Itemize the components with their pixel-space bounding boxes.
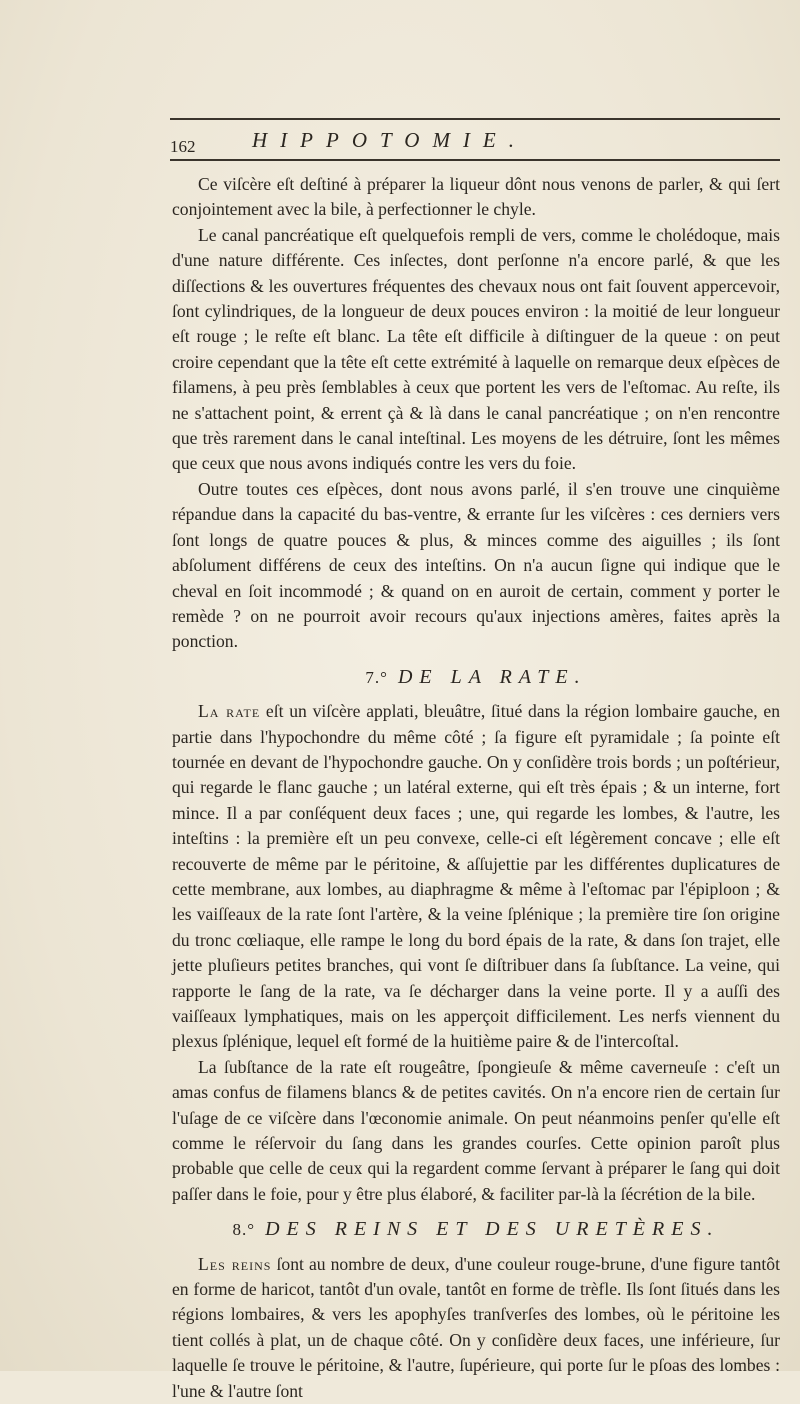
paragraph-3: Outre toutes ces eſpèces, dont nous avons parlé, il s'en trouve une cinquième répandue dans la capacité du bas-ventre, & errante ſur les viſcères : ces derniers vers ſont longs de quatre pouces & plus, & minces comme des aiguilles ; ils ſont abſolument différens de ceux des inteſtins. On n'a aucun ſigne qui indique que le cheval en ſoit incommodé ; & quand on en auroit de certain, comment y porter le remède ? on ne pourroit avoir recours qu'aux injections amères, faites après la ponction. <box>172 478 780 652</box>
body-text <box>172 172 780 1404</box>
paragraph-4 <box>172 699 780 1055</box>
section-heading-rate <box>172 665 780 690</box>
section-number: 8.° <box>232 1220 256 1240</box>
section-number: 7.° <box>365 667 388 687</box>
header-rule-top <box>170 118 780 120</box>
paragraph-6-body: ſont au nombre de deux, d'une couleur rouge-brune, d'une figure tantôt en forme de haricot, tantôt d'un ovale, tantôt en forme de trèfle. Ils ſont ſitués dans les régions lombaires, & vers les apophyſes tranſverſes des lombes, où le péritoine les tient collés à plat, un de chaque côté. On y conſidère deux faces, une inférieure, ſur laquelle ſe trouve le péritoine, & l'autre, ſupérieure, qui porte ſur le pſoas des lombes : l'une & l'autre ſont <box>172 1253 780 1401</box>
paragraph-5: La ſubſtance de la rate eſt rougeâtre, ſpongieuſe & même caverneuſe : c'eſt un amas confus de filamens blancs & de petites cavités. On n'a encore rien de certain ſur l'uſage de ce viſcère dans l'œconomie animale. On peut néanmoins penſer qu'elle eſt comme le réſervoir du ſang dans les grandes courſes. Cette opinion paroît plus probable que celle de ceux qui la regardent comme ſervant à préparer le ſang qui doit paſſer dans le foie, pour y être plus élaboré, & faciliter par-là la ſécrétion de la bile. <box>172 1056 780 1204</box>
header-rule-bottom <box>170 159 780 161</box>
section-title: DES REINS ET DES URETÈRES. <box>265 1218 720 1241</box>
lead-words: La rate <box>198 701 261 722</box>
section-heading-reins <box>172 1217 780 1242</box>
running-title: HIPPOTOMIE. <box>252 128 528 152</box>
paragraph-1: Ce viſcère eſt deſtiné à préparer la liqueur dônt nous venons de parler, & qui ſert conjointement avec la bile, à perfectionner le chyle. <box>172 174 780 220</box>
paragraph-6 <box>172 1252 780 1404</box>
lead-words: Les reins <box>198 1253 272 1274</box>
section-title: DE LA RATE. <box>397 665 587 688</box>
page-number: 162 <box>170 137 196 156</box>
paragraph-2: Le canal pancréatique eſt quelquefois rempli de vers, comme le cholédoque, mais d'une nature différente. Ces inſectes, dont perſonne n'a encore parlé, & que les diſſections & les ouvertures fréquentes des chevaux nous ont fait ſouvent appercevoir, ſont cylindriques, de la longueur de deux pouces environ : la moitié de leur longueur eſt rouge ; le reſte eſt blanc. La tête eſt difficile à diſtinguer de la queue : on peut croire cependant que la tête eſt cette extrémité à laquelle on remarque deux eſpèces de filamens, à peu près ſemblables à ceux que portent les vers de l'eſtomac. Au reſte, ils ne s'attachent point, & errent çà & là dans le canal pancréatique ; on n'en rencontre que très rarement dans le canal inteſtinal. Les moyens de les détruire, ſont les mêmes que ceux que nous avons indiqués contre les vers du foie. <box>172 224 780 474</box>
paragraph-4-body: eſt un viſcère applati, bleuâtre, ſitué dans la région lombaire gauche, en partie dans l'hypochondre du même côté ; ſa figure eſt pyramidale ; ſa pointe eſt tournée en devant de l'hypochondre gauche. On y conſidère trois bords ; un poſtérieur, qui regarde le flanc gauche ; un latéral externe, qui eſt très épais ; & un interne, fort mince. Il a par conſéquent deux faces ; une, qui regarde les lombes, & l'autre, les inteſtins : la première eſt un peu convexe, celle-ci eſt légèrement concave ; elle eſt recouverte de même par le péritoine, & aſſujettie par les différentes duplicatures de cette membrane, aux lombes, au diaphragme & même à l'eſtomac par l'épiploon ; & les vaiſſeaux de la rate ſont l'artère, & la veine ſplénique ; la première tire ſon origine du tronc cœliaque, elle rampe le long du bord épais de la rate, & dans ſon trajet, elle jette pluſieurs petites branches, qui vont ſe diſtribuer dans ſa ſubſtance. La veine, qui rapporte le ſang de la rate, va ſe décharger dans la veine porte. Il y a auſſi des vaiſſeaux lymphatiques, mais on les apperçoit difficilement. Les nerfs viennent du plexus ſplénique, lequel eſt formé de la huitième paire & de l'intercoſtal. <box>172 701 781 1052</box>
